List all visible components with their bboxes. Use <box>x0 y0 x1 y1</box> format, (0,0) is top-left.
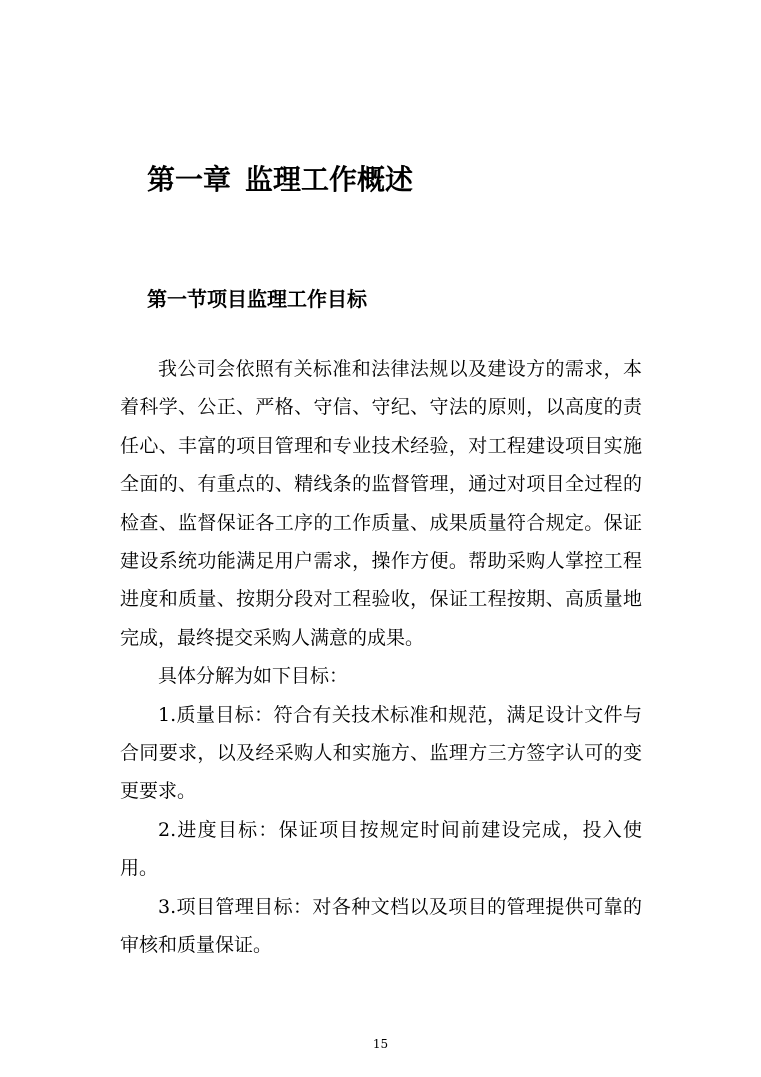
page-number: 15 <box>372 1037 389 1051</box>
paragraph-management-goal: 3.项目管理目标：对各种文档以及项目的管理提供可靠的审核和质量保证。 <box>120 895 642 957</box>
chapter-number: 第一章 <box>147 163 232 196</box>
paragraph-schedule-goal: 2.进度目标：保证项目按规定时间前建设完成，投入使用。 <box>120 818 642 880</box>
paragraph-breakdown-lead: 具体分解为如下目标： <box>158 665 349 688</box>
paragraph-quality-goal: 1.质量目标：符合有关技术标准和规范，满足设计文件与合同要求，以及经采购人和实施方、监理方三方签字认可的变更要求。 <box>120 703 642 803</box>
section-title: 第一节项目监理工作目标 <box>147 287 367 311</box>
paragraph-objectives-intro: 我公司会依照有关标准和法律法规以及建设方的需求，本着科学、公正、严格、守信、守纪、守法的原则，以高度的责任心、丰富的项目管理和专业技术经验，对工程建设项目实施全面的、有重点的、精线条的监督管理，通过对项目全过程的检查、监督保证各工序的工作质量、成果质量符合规定。保证建设系统功能满足用户需求，操作方便。帮助采购人掌控工程进度和质量、按期分段对工程验收，保证工程按期、高质量地完成，最终提交采购人满意的成果。 <box>120 358 642 649</box>
chapter-title <box>147 160 413 200</box>
body-text <box>120 350 642 965</box>
chapter-name: 监理工作概述 <box>245 163 414 196</box>
